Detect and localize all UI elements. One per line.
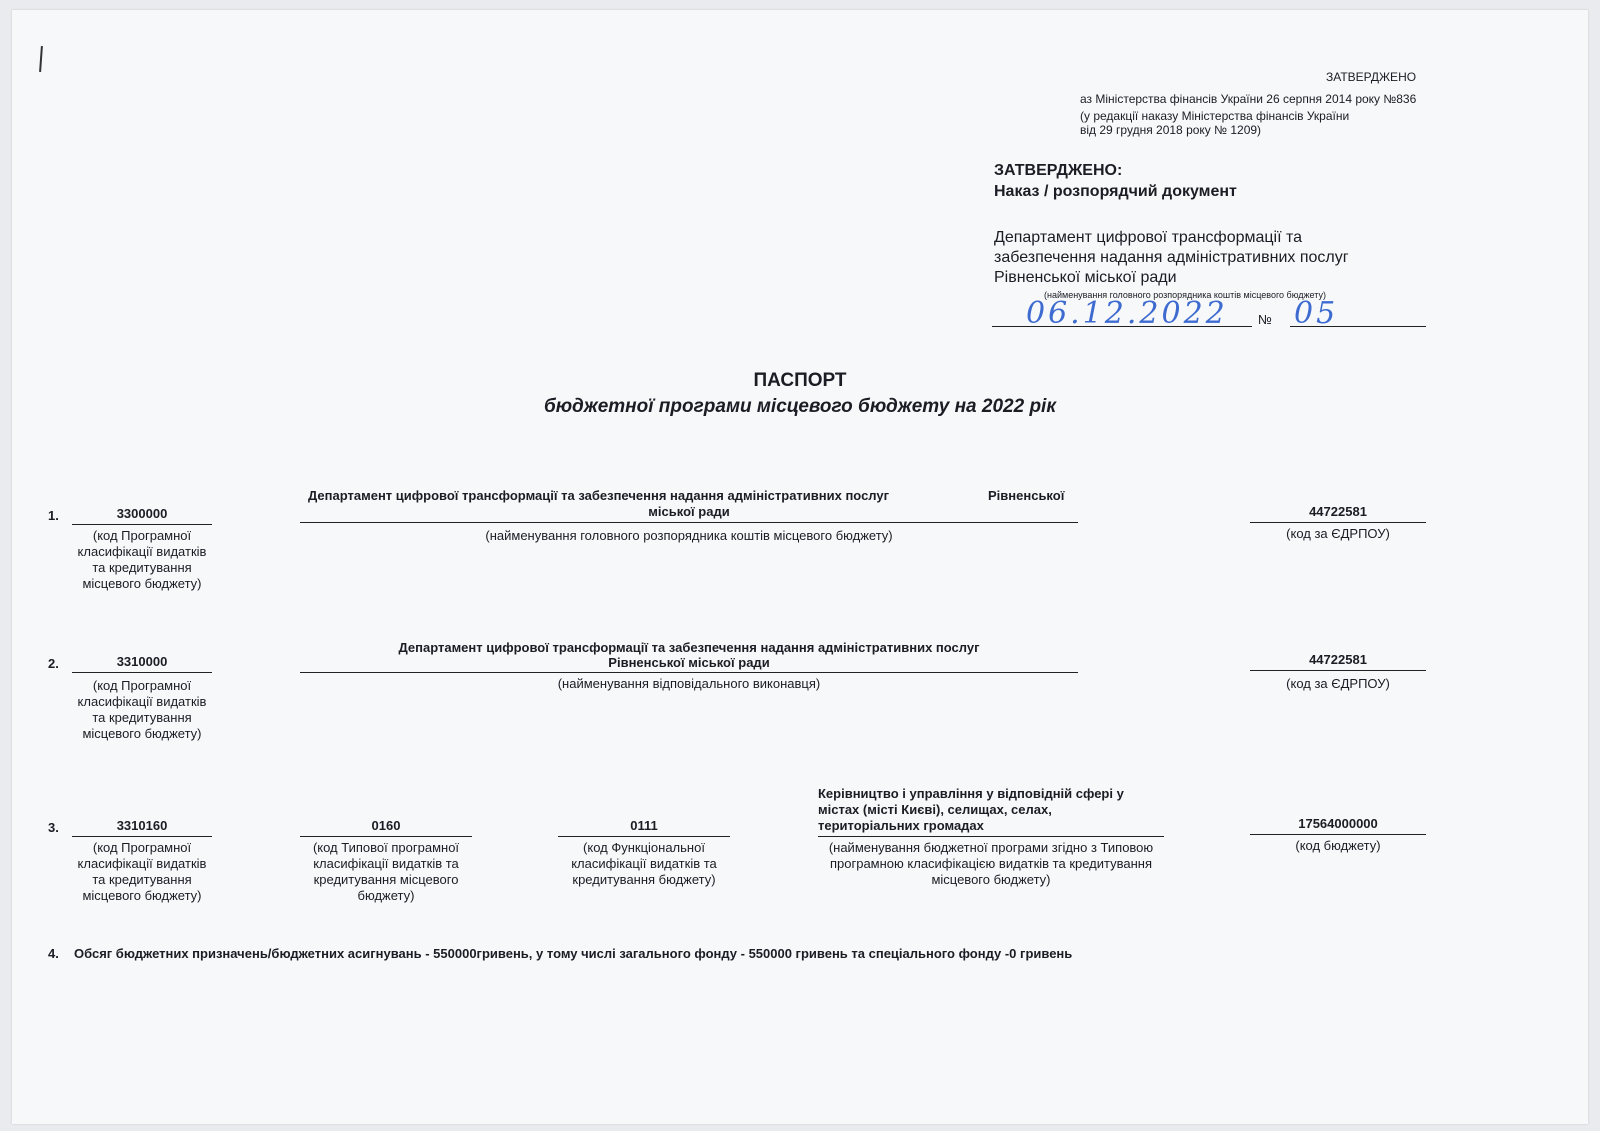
section-2-name-caption: (найменування відповідального виконавця) <box>557 676 821 691</box>
approval-date-handwritten: 06.12.2022 <box>1026 296 1228 331</box>
section-3-budget-code: 17564000000 <box>1250 816 1426 835</box>
section-3-program-line-1: Керівництво і управління у відповідній сфері у <box>818 786 1124 801</box>
section-3-code: 3310160 <box>72 818 212 837</box>
section-3-typical-caption: (код Типової програмної класифікації видатків та кредитування місцевого бюджету) <box>312 840 460 903</box>
scan-mark <box>39 46 43 72</box>
section-1-name-caption: (найменування головного розпорядника коштів місцевого бюджету) <box>485 528 893 543</box>
section-2-name-line-2: Рівненської міської ради <box>608 655 770 670</box>
approval-doc-type: Наказ / розпорядчий документ <box>994 183 1237 200</box>
section-3-program-caption: (найменування бюджетної програми згідно з Типовою програмною класифікацією видатків та кредитування місцевого бюджету) <box>828 840 1154 887</box>
section-2-name-block <box>300 640 1078 673</box>
edition-line-2: від 29 грудня 2018 року № 1209) <box>1080 123 1262 137</box>
passport-title: ПАСПОРТ <box>753 370 847 391</box>
section-3-functional-caption: (код Функціональної класифікації видатків та кредитування бюджету) <box>571 840 717 887</box>
approval-number-label: № <box>1258 312 1272 327</box>
section-1-number: 1. <box>48 508 59 523</box>
section-1-name-block <box>300 488 1078 523</box>
section-3-budget-caption: (код бюджету) <box>1295 838 1381 853</box>
section-2-number: 2. <box>48 656 59 671</box>
approval-org <box>994 228 1349 288</box>
section-3-code-caption: (код Програмної класифікації видатків та кредитування місцевого бюджету) <box>77 840 207 903</box>
section-1-code-caption: (код Програмної класифікації видатків та кредитування місцевого бюджету) <box>77 528 207 591</box>
section-1-name-tail: Рівненської <box>988 488 1065 503</box>
section-3-program-line-2: містах (місті Києві), селищах, селах, <box>818 802 1052 817</box>
section-2-edrpou: 44722581 <box>1250 652 1426 671</box>
section-4-number: 4. <box>48 946 59 961</box>
approval-title: ЗАТВЕРДЖЕНО: <box>994 162 1123 179</box>
approval-org-line-3: Рівненської міської ради <box>994 269 1177 286</box>
approval-org-line-2: забезпечення надання адміністративних послуг <box>994 249 1349 266</box>
passport-subtitle: бюджетної програми місцевого бюджету на 2022 рік <box>544 396 1056 417</box>
section-3-functional-code: 0111 <box>558 818 730 837</box>
section-1-code: 3300000 <box>72 506 212 525</box>
section-1-edrpou-caption: (код за ЄДРПОУ) <box>1286 526 1390 541</box>
approval-number-line <box>1290 326 1426 327</box>
section-1-name-line-1: Департамент цифрової трансформації та забезпечення надання адміністративних послуг <box>308 488 890 503</box>
edition-line-1: (у редакції наказу Міністерства фінансів України <box>1080 109 1350 123</box>
section-4-text: Обсяг бюджетних призначень/бюджетних асигнувань - 550000гривень, у тому числі загального фонду - 550000 гривень та спеціального фонду -0 гривень <box>74 946 1073 961</box>
section-2-code-caption: (код Програмної класифікації видатків та кредитування місцевого бюджету) <box>77 678 207 741</box>
document-page <box>12 10 1588 1124</box>
section-3-program-line-3: територіальних громадах <box>818 818 984 833</box>
section-2-code: 3310000 <box>72 654 212 673</box>
section-2-name-line-1: Департамент цифрової трансформації та забезпечення надання адміністративних послуг <box>398 640 980 655</box>
approval-org-line-1: Департамент цифрової трансформації та <box>994 229 1303 246</box>
section-3-program-name <box>818 786 1164 837</box>
section-3-number: 3. <box>48 820 59 835</box>
approval-number-handwritten: 05 <box>1294 296 1339 331</box>
approval-date-line <box>992 326 1252 327</box>
section-1-name-line-2: міської ради <box>648 504 730 519</box>
approval-org-caption: (найменування головного розпорядника коштів місцевого бюджету) <box>1044 290 1326 300</box>
section-3-typical-code: 0160 <box>300 818 472 837</box>
section-2-edrpou-caption: (код за ЄДРПОУ) <box>1286 676 1390 691</box>
ministry-line: аз Міністерства фінансів України 26 серпня 2014 року №836 <box>1080 92 1417 106</box>
approved-small-label: ЗАТВЕРДЖЕНО <box>1326 70 1417 84</box>
section-1-edrpou: 44722581 <box>1250 504 1426 523</box>
